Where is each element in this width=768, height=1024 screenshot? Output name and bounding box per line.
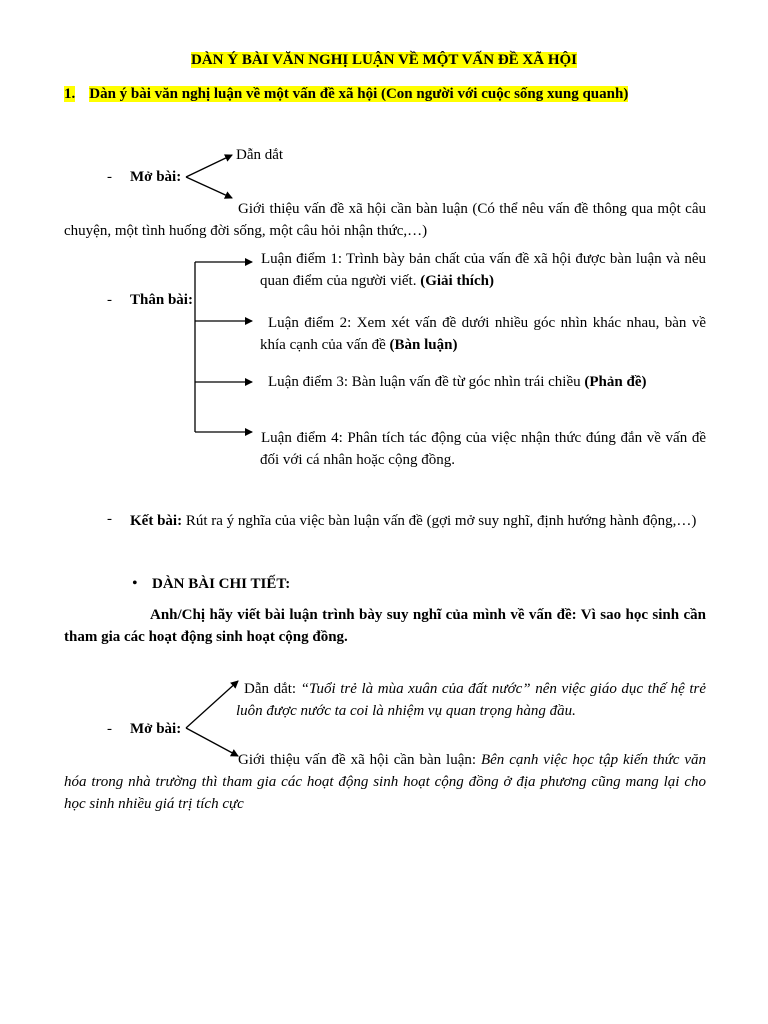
luan-diem-1-text: Luận điểm 1: Trình bày bản chất của vấn đề xã hội được bàn luận và nêu quan điểm của người viết.	[260, 251, 706, 289]
luan-diem-2-text: Luận điểm 2: Xem xét vấn đề dưới nhiều góc nhìn khác nhau, bàn về khía cạnh của vấn đề	[260, 315, 706, 353]
mo-bai-arrow-up	[186, 155, 232, 177]
luan-diem-1-tag: (Giải thích)	[420, 273, 494, 289]
ket-bai-label: Kết bài:	[130, 513, 183, 529]
detail-bullet: •	[132, 575, 138, 592]
luan-diem-1	[260, 248, 706, 292]
than-bai-dash: -	[107, 292, 112, 308]
mo-bai-dan-dat: Dẫn dắt	[236, 147, 284, 163]
luan-diem-2-tag: (Bàn luận)	[389, 337, 458, 353]
luan-diem-4-text: Luận điểm 4: Phân tích tác động của việc nhận thức đúng đắn về vấn đề đối với cá nhân hoặc cộng đồng.	[260, 430, 706, 468]
mo-bai-gioi-thieu-text: Giới thiệu vấn đề xã hội cần bàn luận (Có thể nêu vấn đề thông qua một câu chuyện, một tình huống đời sống, một câu hỏi nhận thức,…)	[64, 201, 706, 239]
luan-diem-3-text: Luận điểm 3: Bàn luận vấn đề từ góc nhìn trái chiều	[268, 374, 585, 390]
detail-gioi-thieu	[64, 749, 706, 815]
ket-bai-text: Rút ra ý nghĩa của việc bàn luận vấn đề (gợi mở suy nghĩ, định hướng hành động,…)	[182, 513, 697, 529]
detail-prompt	[64, 604, 706, 648]
than-bai-label: Thân bài:	[130, 292, 193, 308]
section1-heading-text: Dàn ý bài văn nghị luận về một vấn đề xã hội (Con người với cuộc sống xung quanh)	[89, 86, 629, 102]
luan-diem-3	[268, 374, 646, 391]
detail-mo-bai-dash: -	[107, 721, 112, 737]
luan-diem-2	[260, 312, 706, 356]
section1-number: 1.	[64, 86, 76, 102]
detail-prompt-text: Anh/Chị hãy viết bài luận trình bày suy nghĩ của mình về vấn đề: Vì sao học sinh cần tham gia các hoạt động sinh hoạt cộng đồng.	[64, 607, 706, 645]
detail-dan-dat-label: Dẫn dắt:	[244, 681, 301, 697]
mo-bai-dash: -	[107, 169, 112, 185]
detail-heading: DÀN BÀI CHI TIẾT:	[152, 576, 291, 592]
detail-mo-bai-arrow-up	[186, 681, 238, 728]
mo-bai-gioi-thieu	[64, 198, 706, 242]
detail-gioi-thieu-text: Bên cạnh việc học tập kiến thức văn hóa trong nhà trường thì tham gia các hoạt động sinh hoạt cộng đồng ở địa phương cũng mang lại cho học sinh nhiều giá trị tích cực	[64, 752, 707, 812]
ket-bai	[130, 510, 706, 532]
mo-bai-label: Mở bài:	[130, 169, 182, 185]
detail-mo-bai-label: Mở bài:	[130, 721, 182, 737]
luan-diem-4	[260, 427, 706, 471]
ket-bai-dash: -	[107, 511, 112, 527]
detail-dan-dat-text: “Tuổi trẻ là mùa xuân của đất nước” nên việc giáo dục thế hệ trẻ luôn được nước ta coi là nhiệm vụ quan trọng hàng đầu.	[236, 681, 706, 719]
luan-diem-3-tag: (Phản đề)	[584, 374, 647, 390]
detail-gioi-thieu-label: Giới thiệu vấn đề xã hội cần bàn luận:	[238, 752, 481, 768]
mo-bai-arrow-down	[186, 177, 232, 198]
detail-dan-dat	[236, 678, 706, 722]
title-text: DÀN Ý BÀI VĂN NGHỊ LUẬN VỀ MỘT VẤN ĐỀ XÃ HỘI	[190, 52, 577, 68]
